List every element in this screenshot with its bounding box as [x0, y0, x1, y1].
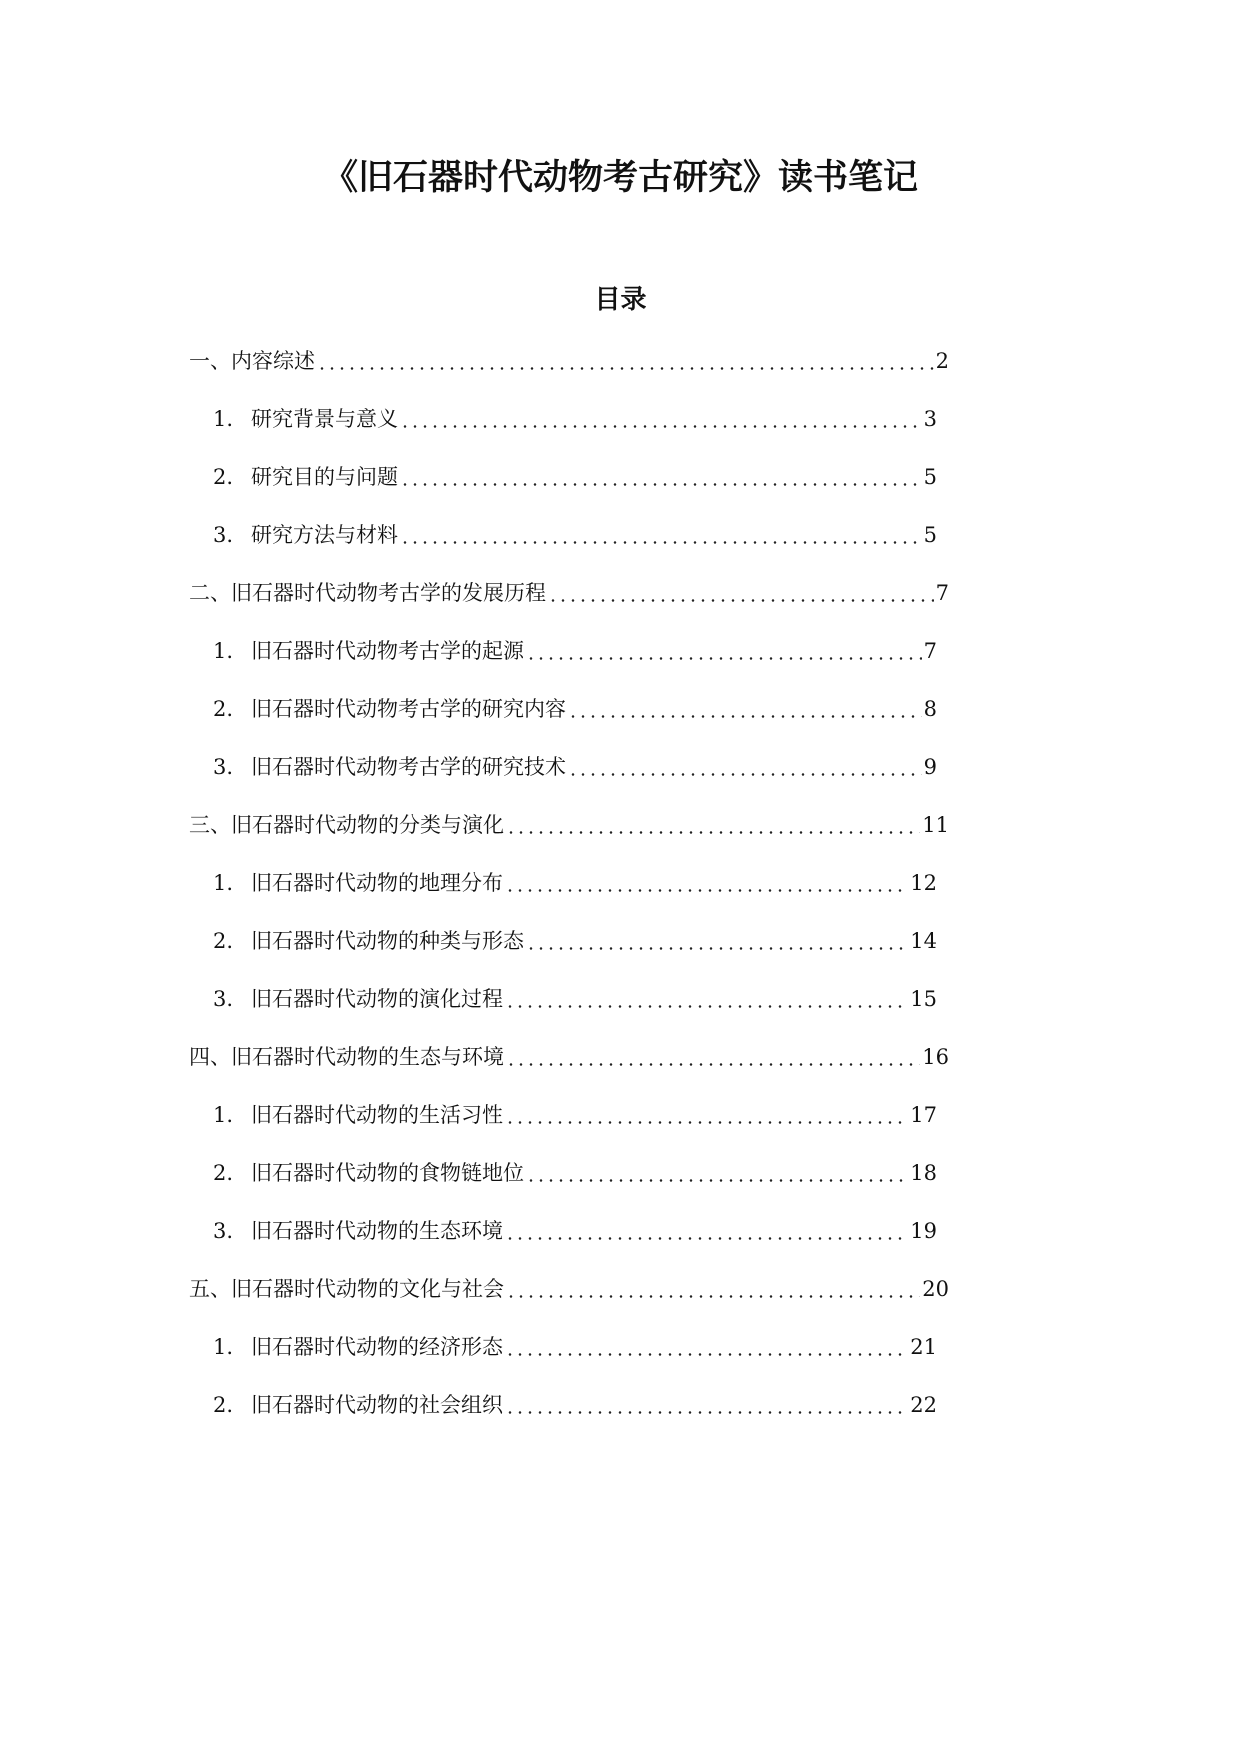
toc-dot-leader: [505, 863, 908, 903]
toc-subsection-entry[interactable]: [213, 457, 937, 497]
toc-subsection-entry[interactable]: [213, 399, 937, 439]
toc-dot-leader: [317, 341, 934, 381]
toc-subsection-entry[interactable]: [213, 515, 937, 555]
toc-entry-text: 旧石器时代动物的演化过程: [251, 987, 503, 1011]
toc-subsection-entry[interactable]: [213, 863, 937, 903]
toc-page-number: 7: [935, 581, 949, 605]
toc-subsection-entry[interactable]: [213, 1153, 937, 1193]
toc-dot-leader: [505, 1211, 908, 1251]
toc-dot-leader: [400, 399, 922, 439]
toc-entry-number: 2.: [213, 1161, 234, 1185]
toc-entry-text: 旧石器时代动物考古学的起源: [251, 639, 524, 663]
toc-dot-leader: [400, 515, 922, 555]
toc-entry-number: 3.: [213, 523, 234, 547]
toc-subsection-entry[interactable]: [213, 1095, 937, 1135]
toc-entry-number: 1.: [213, 639, 234, 663]
document-title: 《旧石器时代动物考古研究》读书笔记: [322, 158, 918, 198]
toc-entry-text: 研究方法与材料: [251, 523, 398, 547]
toc-subsection-entry[interactable]: [213, 1327, 937, 1367]
toc-entry-text: 旧石器时代动物的社会组织: [251, 1393, 503, 1417]
toc-page-number: 5: [923, 523, 937, 547]
toc-entry-number: 3.: [213, 755, 234, 779]
toc-entry-text: 研究目的与问题: [251, 465, 398, 489]
toc-dot-leader: [400, 457, 922, 497]
toc-entry-number: 3.: [213, 1219, 234, 1243]
toc-page-number: 9: [923, 755, 937, 779]
toc-page-number: 11: [922, 813, 949, 837]
toc-dot-leader: [506, 1037, 920, 1077]
toc-section-entry[interactable]: [189, 1037, 949, 1077]
toc-page-number: 18: [910, 1161, 937, 1185]
toc-subsection-entry[interactable]: [213, 689, 937, 729]
toc-entry-text: 旧石器时代动物的食物链地位: [251, 1161, 524, 1185]
toc-page-number: 19: [910, 1219, 937, 1243]
toc-section-entry[interactable]: [189, 573, 949, 613]
toc-dot-leader: [505, 1095, 908, 1135]
toc-subsection-entry[interactable]: [213, 631, 937, 671]
toc-entry-text: 旧石器时代动物的种类与形态: [251, 929, 524, 953]
toc-heading: 目录: [594, 285, 647, 315]
toc-entry-text: 旧石器时代动物的生态环境: [251, 1219, 503, 1243]
toc-dot-leader: [568, 747, 922, 787]
toc-entry-text: 旧石器时代动物的经济形态: [251, 1335, 503, 1359]
toc-page-number: 22: [910, 1393, 937, 1417]
toc-subsection-entry[interactable]: [213, 979, 937, 1019]
toc-page-number: 14: [910, 929, 937, 953]
toc-entry-number: 2.: [213, 697, 234, 721]
toc-page-number: 16: [922, 1045, 949, 1069]
toc-dot-leader: [526, 631, 922, 671]
toc-page-number: 12: [910, 871, 937, 895]
toc-subsection-entry[interactable]: [213, 747, 937, 787]
toc-dot-leader: [526, 921, 908, 961]
toc-section-entry[interactable]: [189, 1269, 949, 1309]
toc-subsection-entry[interactable]: [213, 1211, 937, 1251]
toc-entry-number: 1.: [213, 1103, 234, 1127]
toc-entry-text: 旧石器时代动物的地理分布: [251, 871, 503, 895]
toc-entry-number: 2.: [213, 929, 234, 953]
toc-dot-leader: [505, 1385, 908, 1425]
toc-section-entry[interactable]: [189, 805, 949, 845]
toc-page-number: 8: [923, 697, 937, 721]
toc-entry-number: 1.: [213, 407, 234, 431]
toc-entry-text: 旧石器时代动物考古学的研究技术: [251, 755, 566, 779]
toc-entry-number: 2.: [213, 465, 234, 489]
toc-entry-text: 五、旧石器时代动物的文化与社会: [189, 1277, 504, 1301]
toc-dot-leader: [526, 1153, 908, 1193]
toc-entry-number: 3.: [213, 987, 234, 1011]
toc-entry-text: 一、内容综述: [189, 349, 315, 373]
toc-subsection-entry[interactable]: [213, 1385, 937, 1425]
toc-dot-leader: [548, 573, 934, 613]
toc-subsection-entry[interactable]: [213, 921, 937, 961]
toc-page-number: 20: [922, 1277, 949, 1301]
toc-entry-number: 1.: [213, 871, 234, 895]
toc-dot-leader: [505, 1327, 908, 1367]
toc-entry-number: 1.: [213, 1335, 234, 1359]
toc-dot-leader: [505, 979, 908, 1019]
toc-dot-leader: [506, 805, 920, 845]
toc-section-entry[interactable]: [189, 341, 949, 381]
toc-page-number: 15: [910, 987, 937, 1011]
toc-entry-text: 二、旧石器时代动物考古学的发展历程: [189, 581, 546, 605]
toc-page-number: 7: [923, 639, 937, 663]
toc-entry-number: 2.: [213, 1393, 234, 1417]
toc-page-number: 5: [923, 465, 937, 489]
toc-page-number: 17: [910, 1103, 937, 1127]
toc-dot-leader: [506, 1269, 920, 1309]
toc-entry-text: 旧石器时代动物考古学的研究内容: [251, 697, 566, 721]
toc-page-number: 21: [910, 1335, 937, 1359]
toc-entry-text: 旧石器时代动物的生活习性: [251, 1103, 503, 1127]
toc-entry-text: 三、旧石器时代动物的分类与演化: [189, 813, 504, 837]
toc-entry-text: 研究背景与意义: [251, 407, 398, 431]
toc-dot-leader: [568, 689, 922, 729]
toc-page-number: 2: [935, 349, 949, 373]
toc-page-number: 3: [923, 407, 937, 431]
toc-entry-text: 四、旧石器时代动物的生态与环境: [189, 1045, 504, 1069]
